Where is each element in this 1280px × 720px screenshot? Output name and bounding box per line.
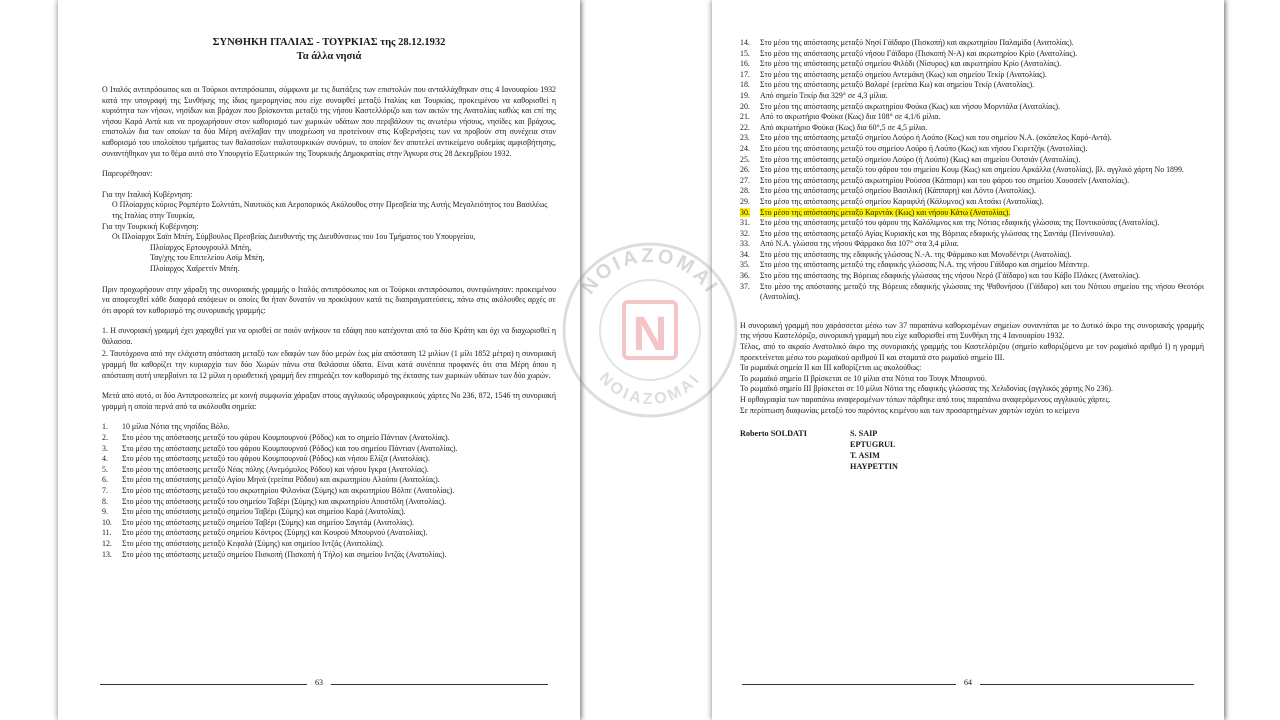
point-item <box>740 186 1204 197</box>
point-number: 36. <box>740 271 750 281</box>
point-item <box>740 70 1204 81</box>
point-number: 32. <box>740 228 750 238</box>
point-number: 2. <box>102 433 108 443</box>
point-number: 13. <box>102 549 112 559</box>
svg-text:ΝΟΙΑΖΟΜΑΙ <box>577 245 723 299</box>
closing-2: Τέλος, από το ακραίο Ανατολικό άκρο της συνοριακής γραμμής του Καστελόριζου (σημείο καθοριζόμενο με τον ρωμαϊκό αριθμό I) η γραμμή προεκτείνεται μέσω του ρωμαϊκού αριθμού II και σταματά στο ρωμαϊκό σημείο III. <box>740 342 1204 362</box>
principle-1: 1. Η συνοριακή γραμμή έχει χαραχθεί για να ορισθεί σε ποιόν ανήκουν τα εδάφη που κατέχονται από τα δύο Κράτη και όχι να διαχωρισθεί η θάλασσα. <box>102 326 556 346</box>
italian-rep: Ο Πλοίαρχος κύριος Ρομπέρτο Σολντάτι, Ναυτικός και Αεροπορικός Ακόλουθος στην Πρεσβεία της Αυτής Μεγαλειότητος του Βασιλέως της Ιταλίας στην Τουρκία, <box>112 200 548 220</box>
principles-paragraph: Πριν προχωρήσουν στην χάραξη της συνοριακής γραμμής ο Ιταλός αντιπρόσωπος και οι Τούρκοι αντιπρόσωποι, συνεφώνησαν: προκειμένου να αποφευχθεί κάθε διαφορά απόψεων οι οποίες θα ήταν δυνατόν να προκύψουν κατά τις διαπραγματεύσεις, πάνω στις ακόλουθες αρχές σε ότι αφορά τον καθορισμό της συνοριακής γραμμής: <box>102 284 556 315</box>
point-text: Στο μέσο της απόστασης μεταξύ σημείου Λούρο (ή Λούπο) (Κως) και σημείου Ουτσιάν (Ανατολίας). <box>760 154 1081 164</box>
point-text: Στο μέσο της απόστασης μεταξύ σημείου Ταβέρι (Σύμης) και σημείου Καρά (Ανατολίας). <box>122 507 406 517</box>
point-item <box>102 422 556 433</box>
point-number: 3. <box>102 443 108 453</box>
point-number: 5. <box>102 464 108 474</box>
point-text: Στο μέσο της απόστασης μεταξύ του σημείου Λούρο ή Λούπο (Κως) και νήσου Γκιρετζήκ (Ανατολίας). <box>760 143 1088 153</box>
point-item <box>740 229 1204 240</box>
point-number: 21. <box>740 112 750 122</box>
point-text: Στο μέσο της απόστασης μεταξύ του φάρου Κουμπουρνού (Ρόδος) και του σημείου Πάντιαν (Ανατολίας). <box>122 443 458 453</box>
points-list-right <box>740 38 1204 303</box>
point-number: 31. <box>740 218 750 228</box>
watermark-letter: N <box>632 308 668 361</box>
signatories-turkish <box>850 428 898 472</box>
point-item <box>740 176 1204 187</box>
page-number-left: 63 <box>307 678 331 687</box>
point-number: 10. <box>102 517 112 527</box>
point-number: 16. <box>740 59 750 69</box>
left-page <box>58 0 580 720</box>
point-item <box>740 112 1204 123</box>
right-page <box>712 0 1224 720</box>
point-number: 4. <box>102 454 108 464</box>
point-text: Στο μέσο της απόστασης μεταξύ σημείου Φιλόδι (Νίσυρος) και ακρωτηρίου Κρίο (Ανατολίας). <box>760 59 1062 69</box>
point-text: 10 μίλια Νότια της νησίδας Βόλο. <box>122 422 230 432</box>
point-number: 19. <box>740 90 750 100</box>
point-item <box>740 155 1204 166</box>
point-item <box>740 218 1204 229</box>
point-number: 18. <box>740 80 750 90</box>
principle-2: 2. Ταυτόχρονα από την ελάχιστη απόσταση μεταξύ των εδαφών των δύο μερών έως μία απόσταση 12 μιλίων (1 μίλι 1852 μέτρα) η συνοριακή γραμμή θα καθορίζει την κυριαρχία των δύο Χωρών πάνω στα θαλάσσια ύδατα. Είναι κατά συνέπεια προφανές ότι στα Μέρη όπου η απόσταση αυτή υπερβαίνει τα 12 μίλια η οριοθετική γραμμή δεν επηρεάζει τον καθορισμό της έκτασης των χωρικών υδάτων των δύο χωρών. <box>102 349 556 380</box>
point-text: Από σημείο Τεκίρ δια 329° σε 4,3 μίλια. <box>760 90 888 100</box>
point-item <box>740 144 1204 155</box>
points-list-left <box>102 422 556 560</box>
present-label: Παρευρέθησαν: <box>102 169 153 179</box>
point-number: 9. <box>102 507 108 517</box>
point-text: Στο μέσο της απόστασης μεταξύ Αγίου Μηνά (ερείπια Ρόδου) και ακρωτηρίου Αλούπο (Ανατολίας). <box>122 475 440 485</box>
signatures <box>740 428 1204 472</box>
italian-gov-label: Για την Ιταλική Κυβέρνηση: <box>102 189 193 199</box>
delegations <box>102 190 556 275</box>
point-text: Στο μέσο της απόστασης μεταξύ σημείου Βασιλική (Κάππαρη) και Λόντο (Ανατολίας). <box>760 186 1036 196</box>
point-text: Στο μέσο της απόστασης μεταξύ σημείου Κόντρος (Σύμης) και Κουρού Μπουρνού (Ανατολίας). <box>122 528 428 538</box>
turkish-rep-4: Πλοίαρχος Χαϊρεττίν Μπέη. <box>150 263 240 273</box>
signatory-italian: Roberto SOLDATI <box>740 429 807 439</box>
point-number: 11. <box>102 528 112 538</box>
point-number: 1. <box>102 422 108 432</box>
point-text: Στο μέσο της απόστασης μεταξύ του φάρου της Καλόλιμνος και της Νότιας εδαφικής γλώσσας της Ποντικούσας (Ανατολίας). <box>760 218 1160 228</box>
point-number: 26. <box>740 165 750 175</box>
point-item <box>740 197 1204 208</box>
after-paragraph: Μετά από αυτό, οι δύο Αντιπροσωπείες με κοινή συμφωνία χάραξαν στους αγγλικούς υδρογραφικούς χάρτες Νο 236, 872, 1546 τη συνοριακή γραμμή η οποία περνά από τα ακόλουθα σημεία: <box>102 391 556 411</box>
point-text: Από ακρωτήριο Φούκα (Κως) δια 60°,5 σε 4,5 μίλια. <box>760 122 928 132</box>
point-item <box>102 539 556 550</box>
point-text: Στο μέσο της απόστασης μεταξύ Βαλαρέ (ερείπια Κω) και σημείου Τεκίρ (Ανατολίας). <box>760 80 1035 90</box>
point-item <box>102 454 556 465</box>
point-item <box>740 102 1204 113</box>
point-text: Από το ακρωτήριο Φούκα (Κως) δια 108° σε 4,1/6 μίλια. <box>760 112 941 122</box>
point-number: 27. <box>740 175 750 185</box>
point-item <box>102 433 556 444</box>
page-number-right: 64 <box>956 678 980 687</box>
point-number: 33. <box>740 239 750 249</box>
signatory-1: S. SAIP <box>850 429 878 439</box>
point-text: Στο μέσο της απόστασης μεταξύ ακρωτηρίου Φούκα (Κως) και νήσου Μορντάλα (Ανατολίας). <box>760 101 1060 111</box>
treaty-subtitle: Τα άλλα νησιά <box>296 51 362 62</box>
point-number: 20. <box>740 101 750 111</box>
point-item <box>740 165 1204 176</box>
point-number: 29. <box>740 196 750 206</box>
point-number: 37. <box>740 281 750 291</box>
point-text: Στο μέσο της απόστασης μεταξύ του φάρου Κουμπουρνού (Ρόδος) και νήσου Ελίζα (Ανατολίας). <box>122 454 430 464</box>
point-number: 30. <box>740 207 750 217</box>
turkish-rep-2: Πλοίαρχος Ερτουγρουλλ Μπέη, <box>150 242 252 252</box>
point-text: Στο μέσο της απόστασης μεταξύ Κεφαλά (Σύμης) και σημείου Ιντζάς (Ανατολίας). <box>122 538 384 548</box>
point-text: Στο μέσο της απόστασης μεταξύ του ακρωτηρίου Φιλονίκα (Σύμης) και ακρωτηρίου Βόλπε (Ανατολίας). <box>122 486 455 495</box>
point-text: Στο μέσο της απόστασης μεταξύ του φάρου του σημείου Κουμ (Κως) και σημείου Αρκάλλα (Ανατολίας), βλ. αγγλικό χάρτη Νο 1899. <box>760 165 1184 175</box>
point-item <box>740 38 1204 49</box>
point-number: 22. <box>740 122 750 132</box>
point-text: Στο μέσο της απόστασης μεταξύ νήσου Γάϊδαρο (Πισκοπή Ν-Α) και ακρωτηρίου Κρίο (Ανατολίας). <box>760 48 1078 58</box>
point-item <box>102 486 556 497</box>
point-text: Στο μέσο της απόστασης της εδαφικής γλώσσας Ν.-Α. της Φάρμακο και Μονοδέντρι (Ανατολίας). <box>760 249 1072 259</box>
point-number: 6. <box>102 475 108 485</box>
highlighted-point <box>740 208 1204 219</box>
svg-text:ΝΟΙΑΖΟΜΑΙ <box>596 370 705 408</box>
turkish-gov-label: Για την Τουρκική Κυβέρνηση: <box>102 221 199 231</box>
closing-3: Τα ρωμαϊκά σημεία II και III καθορίζεται ως ακολούθως: <box>740 363 922 373</box>
point-text: Στο μέσο της απόστασης μεταξύ του σημείου Ταβέρι (Σύμης) και ακρωτηρίου Αποστόλη (Ανατολίας). <box>122 496 447 506</box>
point-item <box>740 271 1204 282</box>
signatory-4: HAYPETTIN <box>850 462 898 472</box>
point-text: Στο μέσο της απόστασης μεταξύ της εδαφικής γλώσσας Ν.Α. της νήσου Γάϊδαρο και σημείου Μέαντερ. <box>760 260 1090 270</box>
point-text: Στο μέσο της απόστασης μεταξύ Αγίας Κυριακής και της Βόρειας εδαφικής γλώσσας της Σαντάμ (Πενίνσουλα). <box>760 228 1115 238</box>
point-text: Στο μέσο της απόστασης της Βόρειας εδαφικής γλώσσας της νήσου Νερό (Γάϊδαρο) και του Κάβο Πλάκες (Ανατολίας). <box>760 271 1141 281</box>
point-item <box>740 80 1204 91</box>
point-number: 25. <box>740 154 750 164</box>
point-number: 17. <box>740 69 750 79</box>
point-item <box>102 465 556 476</box>
point-item <box>740 250 1204 261</box>
point-item <box>102 475 556 486</box>
intro-paragraph: Ο Ιταλός αντιπρόσωπος και οι Τούρκοι αντιπρόσωποι, σύμφωνα με τις διατάξεις των επιστολών που ανταλλάχθηκαν στις 4 Ιανουαρίου 1932 κατά την υπογραφή της Συνθήκης της ίδιας ημερομηνίας που είχε συναφθεί μεταξύ Ιταλίας και Τουρκίας, προκειμένου να καθορισθεί η κυριότητα των νήσων, νησίδων και βράχων που βρίσκονται μεταξύ της νήσου Καστελλόριζο και των ακτών της Ανατολίας καθώς και επί της νήσου Καρά Αντά και να προχωρήσουν στον καθορισμό των χωρικών υδάτων που περιβάλουν τις ανωτέρω νήσους, νησίδες και βράχους, επιστολών δια των οποίων τα δύο Μέρη ανέλαβαν την υποχρέωση να προτείνουν στις Κυβερνήσεις των να προβούν στη συνέχεια στον καθορισμό του υπολοίπου τμήματος των θαλασσίων ιταλοτουρκικών συνόρων, το οποίον δεν αποτελεί αντικείμενο ουδεμίας αμφισβήτησης, συναντήθηκαν για το θέμα αυτό στο Υπουργείο Εξωτερικών της Τουρκικής Δημοκρατίας στην Άγκυρα στις 28 Δεκεμβρίου 1932. <box>102 85 556 158</box>
point-number: 7. <box>102 486 108 495</box>
point-item <box>740 59 1204 70</box>
point-number: 8. <box>102 496 108 506</box>
point-item <box>740 133 1204 144</box>
point-item <box>740 282 1204 303</box>
point-text: Από Ν.Α. γλώσσα της νήσου Φάρμακο δια 107° στα 3,4 μίλια. <box>760 239 959 249</box>
point-item <box>102 507 556 518</box>
point-item <box>740 123 1204 134</box>
point-number: 12. <box>102 538 112 548</box>
point-item <box>102 497 556 508</box>
point-text: Στο μέσο της απόστασης μεταξύ Νέας πόλης (Ανεμόμυλος Ρόδου) και νήσου Ιγκρα (Ανατολίας). <box>122 464 429 474</box>
signatory-3: T. ASIM <box>850 451 880 461</box>
point-text: Στο μέσο της απόστασης μεταξύ Νησί Γάϊδαρο (Πισκοπή) και ακρωτηρίου Παλαμίδα (Ανατολίας). <box>760 38 1074 47</box>
closing-1: Η συνοριακή γραμμή που χαράσσεται μέσω των 37 παραπάνω καθορισμένων σημείων συναντάται με το Δυτικό άκρο της συνοριακής γραμμής της νήσου Καστελόριζο, συνοριακή γραμμή που είχε καθορισθεί στη Συνθήκη της 4 Ιανουαρίου 1932. <box>740 320 1204 341</box>
point-text: Στο μέσο της απόστασης μεταξύ του φάρου Κουμπουρνού (Ρόδος) και το σημείο Πάντιαν (Ανατολίας). <box>122 433 450 443</box>
point-item <box>740 49 1204 60</box>
point-number: 28. <box>740 186 750 196</box>
closing-7: Σε περίπτωση διαφωνίας μεταξύ του παρόντος κειμένου και των προσαρτημένων χαρτών ισχύει το κείμενο <box>740 405 1080 415</box>
watermark-text-top: ΝΟΙΑΖΟΜΑΙ <box>577 244 723 299</box>
point-item <box>102 550 556 561</box>
closing-4: Το ρωμαϊκό σημείο II βρίσκεται σε 10 μίλια στα Νότια του Τουγκ Μπουρνού. <box>740 373 987 383</box>
point-text: Στο μέσο της απόστασης μεταξύ σημείου Πισκοπή (Πισκοπή ή Τήλο) και σημείου Ιντζάς (Ανατολίας). <box>122 549 447 559</box>
point-number: 35. <box>740 260 750 270</box>
watermark-badge <box>624 302 676 358</box>
point-number: 23. <box>740 133 750 143</box>
point-item <box>102 444 556 455</box>
point-text: Στο μέσο της απόστασης μεταξύ σημείου Αντεμάκη (Κως) και σημείου Τεκίρ (Ανατολίας). <box>760 69 1047 79</box>
point-number: 14. <box>740 38 750 47</box>
point-item <box>102 528 556 539</box>
turkish-rep-1: Οι Πλοίαρχοι Σαϊπ Μπέη, Σύμβουλος Πρεσβείας Διευθυντής της Διευθύνσεως του 1ου Τμήματος του Υπουργείου, <box>112 232 476 242</box>
point-item <box>740 260 1204 271</box>
point-item <box>102 518 556 529</box>
point-number: 15. <box>740 48 750 58</box>
watermark-text-bottom: ΝΟΙΑΖΟΜΑΙ <box>595 369 705 409</box>
point-item <box>740 239 1204 250</box>
point-text: Στο μέσο της απόστασης μεταξύ της Βόρειας εδαφικής γλώσσας της Ψαθονήσου (Γάϊδαρο) και του Νότιου σημείου της νήσου Θεοτόρι (Ανατολίας). <box>760 281 1204 302</box>
treaty-title: ΣΥΝΘΗΚΗ ΙΤΑΛΙΑΣ - ΤΟΥΡΚΙΑΣ της 28.12.1932 <box>212 37 446 48</box>
point-text: Στο μέσο της απόστασης μεταξύ σημείου Ταβέρι (Σύμης) και σημείου Σαγιτάμ (Ανατολίας). <box>122 517 414 527</box>
point-number: 34. <box>740 249 750 259</box>
turkish-rep-3: Ταγ/χης του Επιτελείου Ασίμ Μπέη, <box>150 253 265 263</box>
point-text: Στο μέσο της απόστασης μεταξύ ακρωτηρίου Ρούσσα (Κάππαρι) και του φάρου του σημείου Χουσσεϊν (Ανατολίας). <box>760 175 1130 185</box>
closing-5: Το ρωμαϊκό σημείο III βρίσκεται σε 10 μίλια Νότια της εδαφικής γλώσσας της Χελιδονίας (αγγλικός χάρτης Νο 236). <box>740 384 1113 394</box>
point-number: 24. <box>740 143 750 153</box>
signatory-2: EPTUGRUL <box>850 440 896 450</box>
point-text: Στο μέσο της απόστασης μεταξύ σημείου Καραφιλή (Κάλυμνος) και Ατσάκι (Ανατολίας). <box>760 196 1044 206</box>
closing-6: Η ορθογραφία των παραπάνω αναφερομένων τόπων πάρθηκε από τους παραπάνω αναφερόμενους αγγλικούς χάρτες. <box>740 395 1111 404</box>
point-text: Στο μέσο της απόστασης μεταξύ σημείου Λούρο ή Λούπο (Κως) και του σημείου Ν.Α. (σκόπελος Καρό-Αντά). <box>760 133 1112 143</box>
point-text: Στο μέσο της απόστασης μεταξύ Καρντάκ (Κως) και νήσου Κάτω (Ανατολίας). <box>760 207 1011 217</box>
point-item <box>740 91 1204 102</box>
